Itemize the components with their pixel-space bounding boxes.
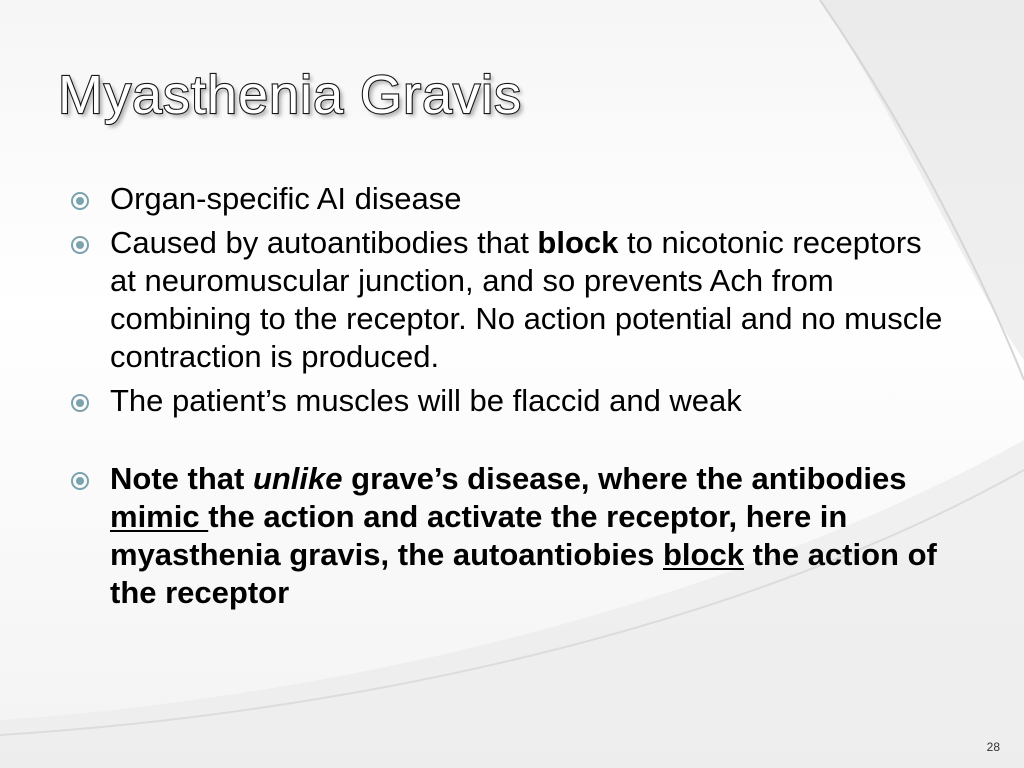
circle-bullet-icon	[70, 235, 90, 255]
circle-bullet-icon	[70, 471, 90, 491]
bullet-list	[70, 180, 950, 618]
bullet-item-1	[70, 180, 950, 218]
bold-text: block	[537, 225, 619, 260]
bullet-text: Caused by autoantibodies that	[110, 225, 538, 260]
bullet-text: Note that	[110, 461, 253, 496]
underlined-text: block	[663, 537, 744, 572]
circle-bullet-icon	[70, 393, 90, 413]
bullet-text: the action and activate the receptor, here in myasthenia gravis, the autoantiobies	[110, 499, 848, 572]
bullet-item-4	[70, 460, 950, 612]
bullet-text: grave’s disease, where the antibodies	[342, 461, 907, 496]
bullet-text: The patient’s muscles will be flaccid and weak	[110, 383, 742, 418]
italic-text: unlike	[252, 461, 343, 496]
bullet-text: to nicotonic receptors at neuromuscular junction, and so prevents Ach from combining to the receptor. No action potential and no muscle contraction is produced.	[110, 225, 943, 374]
circle-bullet-icon	[70, 191, 90, 211]
page-number: 28	[986, 740, 1000, 754]
slide-title: Myasthenia Gravis	[58, 65, 523, 125]
bullet-item-2	[70, 224, 950, 376]
bullet-text: the action of the receptor	[110, 537, 937, 610]
bullet-item-3	[70, 382, 950, 420]
underlined-text: mimic	[110, 499, 209, 534]
bullet-text: Organ-specific AI disease	[110, 181, 462, 216]
